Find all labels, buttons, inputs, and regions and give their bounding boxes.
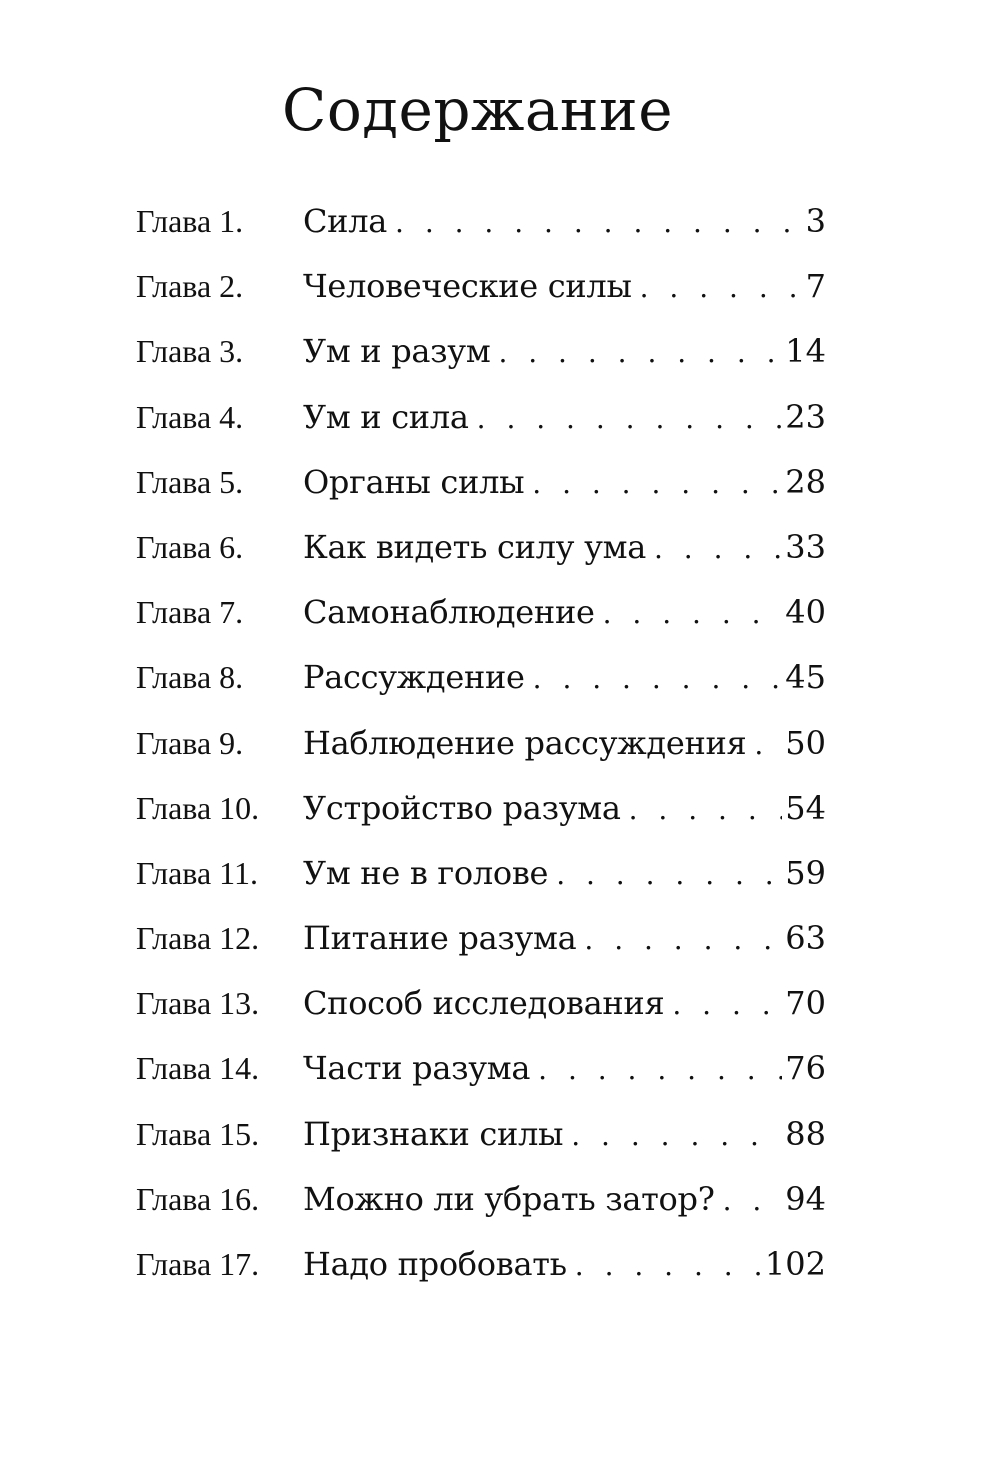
chapter-number: Глава 9. (136, 724, 244, 761)
chapter-number: Глава 15. (136, 1115, 260, 1152)
chapter-number: Глава 2. (136, 268, 244, 305)
page-number: 40 (785, 593, 826, 632)
page-number: 33 (785, 527, 826, 566)
toc-entry (136, 776, 826, 841)
chapter-title: Устройство разума (303, 788, 621, 827)
chapter-number: Глава 10. (136, 789, 260, 826)
chapter-title: Способ исследования (303, 984, 665, 1023)
chapter-number: Глава 3. (136, 333, 244, 370)
chapter-title: Ум и разум (303, 332, 491, 371)
chapter-number: Глава 14. (136, 1050, 260, 1087)
page-number: 88 (785, 1114, 826, 1153)
page-number: 45 (785, 658, 826, 697)
toc-entry (136, 450, 826, 515)
chapter-number: Глава 8. (136, 659, 244, 696)
chapter-title: Рассуждение (303, 658, 525, 697)
page-number: 50 (785, 723, 826, 762)
dot-leader (575, 1233, 762, 1298)
dot-leader (556, 842, 782, 907)
chapter-number: Глава 5. (136, 463, 244, 500)
chapter-title: Можно ли убрать затор? (303, 1179, 715, 1218)
chapter-number: Глава 13. (136, 985, 260, 1022)
dot-leader (640, 255, 799, 320)
toc-entry (136, 711, 826, 776)
toc-entry (136, 189, 826, 254)
chapter-number: Глава 17. (136, 1246, 260, 1282)
chapter-title: Питание разума (303, 919, 577, 958)
table-of-contents (136, 189, 826, 1297)
toc-entry (136, 385, 826, 450)
chapter-title: Самонаблюдение (303, 593, 595, 632)
dot-leader (538, 1037, 782, 1102)
page-number: 102 (764, 1245, 826, 1283)
dot-leader (498, 320, 782, 385)
chapter-number: Глава 1. (136, 203, 244, 239)
chapter-title: Как видеть силу ума (303, 527, 646, 566)
chapter-title: Признаки силы (303, 1114, 564, 1153)
dot-leader (584, 907, 782, 972)
page-number: 94 (785, 1179, 826, 1218)
page-number: 28 (785, 462, 826, 501)
dot-leader (629, 777, 783, 842)
chapter-number: Глава 16. (136, 1180, 260, 1217)
toc-entry (136, 254, 826, 319)
page-number: 70 (785, 984, 826, 1023)
page-number: 7 (805, 267, 826, 306)
toc-entry (136, 906, 826, 971)
dot-leader (477, 386, 783, 451)
dot-leader (723, 1168, 783, 1233)
toc-entry (136, 580, 826, 645)
page-number: 54 (785, 788, 826, 827)
chapter-title: Ум и сила (303, 397, 469, 436)
page-number: 76 (785, 1049, 826, 1088)
dot-leader (654, 516, 782, 581)
chapter-title: Сила (303, 202, 388, 240)
chapter-number: Глава 11. (136, 854, 258, 891)
chapter-number: Глава 4. (136, 398, 244, 435)
page-number: 3 (805, 202, 826, 240)
toc-entry (136, 1036, 826, 1101)
chapter-number: Глава 6. (136, 528, 244, 565)
toc-entry (136, 319, 826, 384)
chapter-number: Глава 12. (136, 920, 260, 957)
dot-leader (672, 972, 782, 1037)
dot-leader (533, 646, 783, 711)
toc-entry (136, 841, 826, 906)
page-number: 14 (785, 332, 826, 371)
toc-entry (136, 645, 826, 710)
dot-leader (571, 1103, 782, 1168)
chapter-title: Части разума (303, 1049, 531, 1088)
page-title: Содержание (282, 76, 674, 144)
dot-leader (754, 712, 782, 777)
toc-entry (136, 1167, 826, 1232)
chapter-title: Органы силы (303, 462, 525, 501)
chapter-title: Ум не в голове (303, 853, 549, 892)
toc-entry (136, 1102, 826, 1167)
chapter-title: Надо пробовать (303, 1245, 567, 1283)
dot-leader (395, 190, 799, 255)
page-number: 63 (785, 919, 826, 958)
chapter-title: Наблюдение рассуждения (303, 723, 747, 762)
toc-entry (136, 515, 826, 580)
page-number: 59 (785, 853, 826, 892)
toc-entry (136, 971, 826, 1036)
dot-leader (532, 451, 782, 516)
page-number: 23 (785, 397, 826, 436)
toc-entry (136, 1232, 826, 1297)
dot-leader (603, 581, 783, 646)
chapter-title: Человеческие силы (303, 267, 632, 306)
chapter-number: Глава 7. (136, 594, 244, 631)
